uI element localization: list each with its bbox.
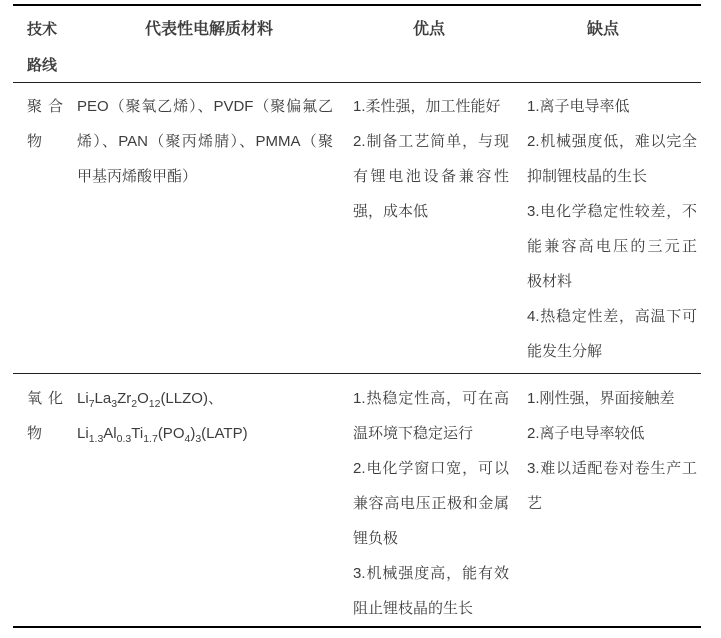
table-body: [13, 83, 701, 626]
cell-line: 锂负极: [353, 530, 399, 547]
cell-line: 聚合: [27, 98, 63, 115]
column-header-material: 代表性电解质材料: [144, 21, 273, 38]
header-line: 技术: [27, 21, 58, 38]
cell-line: 2.电化学窗口宽，可以: [353, 460, 509, 477]
column-header-route: [13, 12, 77, 82]
cell-line: 甲基丙烯酸甲酯）: [77, 168, 198, 185]
cell-content: [527, 89, 697, 369]
cell-line: 3.电化学稳定性较差，不: [527, 203, 697, 220]
cell-line: 氧化: [27, 390, 63, 407]
cell-line: 4.热稳定性差，高温下可: [527, 308, 697, 325]
cell-line: $Li_{1.3}Al_{0.3}Ti_{1.7}(PO_4)_3(LATP)$: [77, 425, 248, 445]
cell-line: 2.制备工艺简单，与现: [353, 133, 509, 150]
cell-line: $Li_7La_3Zr_2O_{12}(LLZO)$、: [77, 390, 223, 410]
table-row: [13, 373, 701, 626]
cell-line: PEO（聚氧乙烯）、PVDF（聚偏氟乙: [77, 98, 333, 115]
table-header-row: [13, 6, 701, 83]
cell-line: 阻止锂枝晶的生长: [353, 600, 474, 617]
cell-content: [353, 381, 509, 626]
column-header-pros: 优点: [412, 21, 445, 38]
cell-content: [353, 89, 509, 229]
cell-content: [77, 89, 333, 194]
electrolyte-table: [13, 4, 701, 628]
cell-pros: [353, 381, 527, 626]
cell-line: 强，成本低: [353, 203, 429, 220]
cell-line: 能兼容高电压的三元正: [527, 238, 697, 255]
cell-line: 2.机械强度低，难以完全: [527, 133, 697, 150]
cell-line: 1.热稳定性高，可在高: [353, 390, 509, 407]
cell-line: 兼容高电压正极和金属: [353, 495, 509, 512]
cell-material: [77, 89, 353, 373]
cell-route: [13, 89, 77, 373]
cell-pros: [353, 89, 527, 373]
cell-line: 能发生分解: [527, 343, 603, 360]
cell-content: [27, 89, 63, 159]
cell-line: 烯）、PAN（聚丙烯腈）、PMMA（聚: [77, 133, 333, 150]
cell-line: 艺: [527, 495, 543, 512]
cell-cons: [527, 381, 701, 626]
cell-content: [77, 381, 333, 451]
cell-line: 3.难以适配卷对卷生产工: [527, 460, 697, 477]
cell-line: 物: [27, 425, 43, 442]
header-line: 路线: [27, 57, 58, 74]
cell-content: [527, 381, 697, 521]
cell-line: 温环境下稳定运行: [353, 425, 474, 442]
cell-line: 抑制锂枝晶的生长: [527, 168, 648, 185]
column-header-cons: 缺点: [586, 21, 619, 38]
cell-cons: [527, 89, 701, 373]
cell-line: 有锂电池设备兼容性: [353, 168, 509, 185]
cell-line: 1.刚性强，界面接触差: [527, 390, 675, 407]
cell-line: 1.柔性强，加工性能好: [353, 98, 501, 115]
cell-line: 1.离子电导率低: [527, 98, 630, 115]
cell-line: 物: [27, 133, 43, 150]
cell-content: [27, 381, 63, 451]
cell-route: [13, 381, 77, 626]
cell-line: 3.机械强度高，能有效: [353, 565, 509, 582]
cell-line: 极材料: [527, 273, 573, 290]
table-row: [13, 83, 701, 373]
cell-line: 2.离子电导率较低: [527, 425, 645, 442]
cell-material: [77, 381, 353, 626]
